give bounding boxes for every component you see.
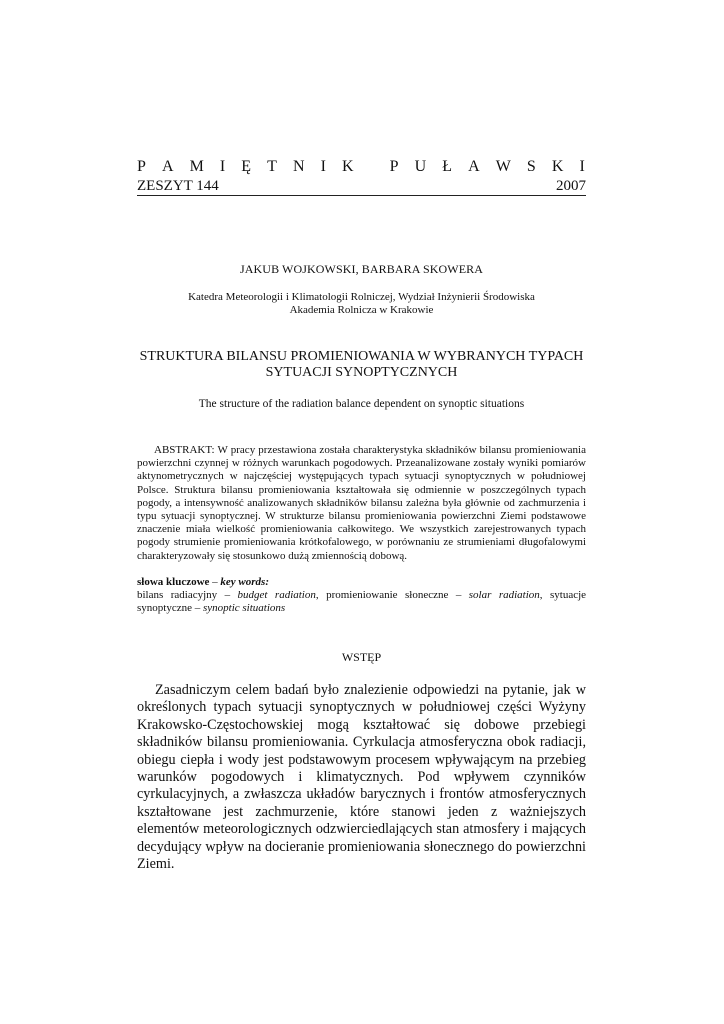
journal-letter: Ę <box>241 158 253 175</box>
title-line-2: SYTUACJI SYNOPTYCZNYCH <box>265 365 458 380</box>
body-text <box>137 682 586 873</box>
paper-page <box>137 0 586 1024</box>
journal-letter: A <box>468 158 481 175</box>
journal-letter: U <box>414 158 428 175</box>
affiliation <box>137 291 586 317</box>
journal-letter: Ł <box>442 158 454 175</box>
journal-name <box>137 158 586 178</box>
journal-letter <box>370 158 375 176</box>
journal-letter: I <box>320 158 327 175</box>
keywords-separator: – <box>209 576 221 588</box>
issue-row <box>137 178 586 196</box>
keywords-label-pl: słowa kluczowe <box>137 576 210 588</box>
keywords <box>137 576 586 616</box>
journal-header <box>137 158 586 196</box>
title-line-1: STRUKTURA BILANSU PROMIENIOWANIA W WYBRANYCH TYPACH <box>139 349 584 364</box>
keywords-heading <box>137 576 586 589</box>
journal-letter: I <box>219 158 227 175</box>
english-title: The structure of the radiation balance dependent on synoptic situations <box>198 398 525 410</box>
issue-year: 2007 <box>556 178 586 194</box>
keyword-pl: promieniowanie słoneczne <box>326 589 449 602</box>
abstract <box>137 444 586 563</box>
journal-letter: W <box>495 158 512 175</box>
keyword-pl: bilans radiacyjny <box>137 589 218 602</box>
journal-letter: M <box>189 158 205 175</box>
keywords-list: bilans radiacyjny – budget radiation, promieniowanie słoneczne – solar radiation, sytuacje synoptyczne – synoptic situations <box>137 589 587 615</box>
affiliation-line-2: Akademia Rolnicza w Krakowie <box>289 304 434 316</box>
keyword-en: synoptic situations <box>202 602 286 615</box>
header-rule <box>137 195 586 196</box>
journal-letter: K <box>551 158 565 175</box>
keyword-en: solar radiation <box>468 589 540 602</box>
journal-letter: K <box>341 158 355 175</box>
journal-letter: P <box>137 158 147 175</box>
body-paragraph: Zasadniczym celem badań było znalezienie odpowiedzi na pytanie, jak w określonych typach sytuacji synoptycznych w południowej części Wyżyny Krakowsko-Częstochowskiej mogą kształtować się dobowe przebiegi składników bilansu promieniowania. Cyrkulacja atmosferyczna obok radiacji, obiegu ciepła i wody jest podstawowym procesem wpływającym na przebieg warunków pogodowych i klimatycznych. Pod wpływem czynników cyrkulacyjnych, a zwłaszcza układów barycznych i frontów atmosferycznych kształtowane jest zachmurzenie, które stanowi jeden z ważniejszych elementów meteorologicznych odzwierciedlających stan atmosfery i mających decydujący wpływ na docieranie promieniowania słonecznego do powierzchni Ziemi. <box>137 682 586 873</box>
journal-letter: T <box>267 158 278 175</box>
keyword-pl: sytuacje synoptyczne <box>137 589 587 615</box>
keywords-label-en: key words: <box>220 576 269 588</box>
journal-letter: P <box>389 158 400 175</box>
journal-letter: N <box>292 158 306 175</box>
issue-number: ZESZYT 144 <box>137 178 219 194</box>
section-heading: WSTĘP <box>341 650 382 664</box>
journal-letter: I <box>579 158 586 175</box>
abstract-text: ABSTRAKT: W pracy przestawiona została charakterystyka składników bilansu promieniowania powierzchni czynnej w różnych warunkach pogodowych. Przeanalizowane zostały wyniki pomiarów aktynometrycznych w najczęściej występujących typach sytuacji synoptycznych w południowej Polsce. Struktura bilansu promieniowania kształtowała się odmiennie w poszczególnych typach pogody, a intensywność analizowanych składników bilansu zależna była głównie od zachmurzenia i typu sytuacji synoptycznej. W strukturze bilansu promieniowania powierzchni Ziemi podstawowe znaczenie miała wielkość promieniowania całkowitego. We wszystkich zarejestrowanych typach pogody strumienie promieniowania krótkofalowego, w porównaniu ze strumieniami długofalowymi charakteryzowały się stosunkowo dużą zmiennością dobową. <box>137 444 586 562</box>
paper-title <box>137 349 586 381</box>
journal-letter: A <box>161 158 175 175</box>
keyword-en: budget radiation <box>237 589 316 602</box>
affiliation-line-1: Katedra Meteorologii i Klimatologii Rolniczej, Wydział Inżynierii Środowiska <box>188 291 535 303</box>
authors: JAKUB WOJKOWSKI, BARBARA SKOWERA <box>240 262 483 276</box>
journal-letter: S <box>526 158 537 175</box>
